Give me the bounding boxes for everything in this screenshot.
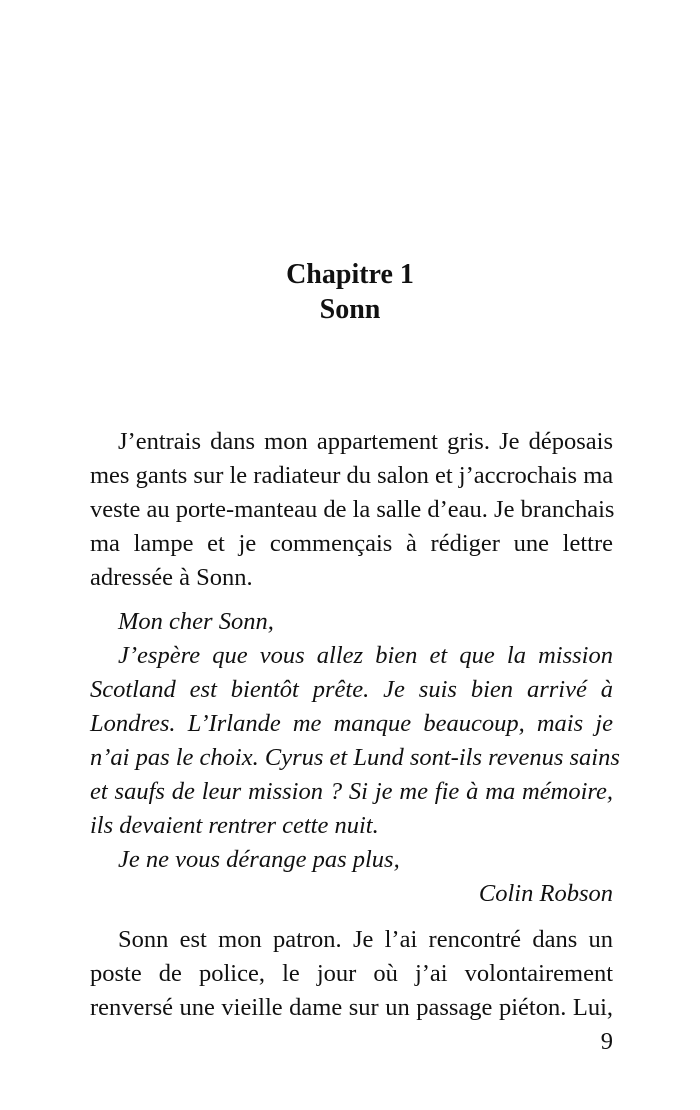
text-line: ma lampe et je commençais à rédiger une lettre xyxy=(90,530,613,557)
text-line: Sonn est mon patron. Je l’ai rencontré dans un xyxy=(118,926,613,953)
text-line: mes gants sur le radiateur du salon et j’accrochais ma xyxy=(90,462,614,489)
page-number: 9 xyxy=(600,1028,613,1055)
text-line: Londres. L’Irlande me manque beaucoup, mais je xyxy=(90,710,613,737)
chapter-title: Sonn xyxy=(319,294,381,325)
text-line: ils devaient rentrer cette nuit. xyxy=(90,812,379,839)
text-line: et saufs de leur mission ? Si je me fie à ma mémoire, xyxy=(90,778,613,805)
letter-closing: Je ne vous dérange pas plus, xyxy=(118,846,400,873)
text-line: J’espère que vous allez bien et que la mission xyxy=(118,642,613,669)
text-line: Scotland est bientôt prête. Je suis bien arrivé à xyxy=(90,676,613,703)
text-line: J’entrais dans mon appartement gris. Je déposais xyxy=(118,428,613,455)
text-line: poste de police, le jour où j’ai volontairement xyxy=(90,960,613,987)
paragraph-opening xyxy=(90,425,613,595)
chapter-number: Chapitre 1 xyxy=(286,259,414,290)
text-line: adressée à Sonn. xyxy=(90,564,253,591)
paragraph-sonn xyxy=(90,923,613,1025)
text-line: renversé une vieille dame sur un passage piéton. Lui, xyxy=(90,994,613,1021)
letter xyxy=(90,605,620,911)
text-line: n’ai pas le choix. Cyrus et Lund sont-ils revenus sains xyxy=(90,744,620,771)
text-line: veste au porte-manteau de la salle d’eau. Je branchais xyxy=(90,496,615,523)
letter-salutation: Mon cher Sonn, xyxy=(118,608,274,635)
letter-signature: Colin Robson xyxy=(478,880,613,907)
